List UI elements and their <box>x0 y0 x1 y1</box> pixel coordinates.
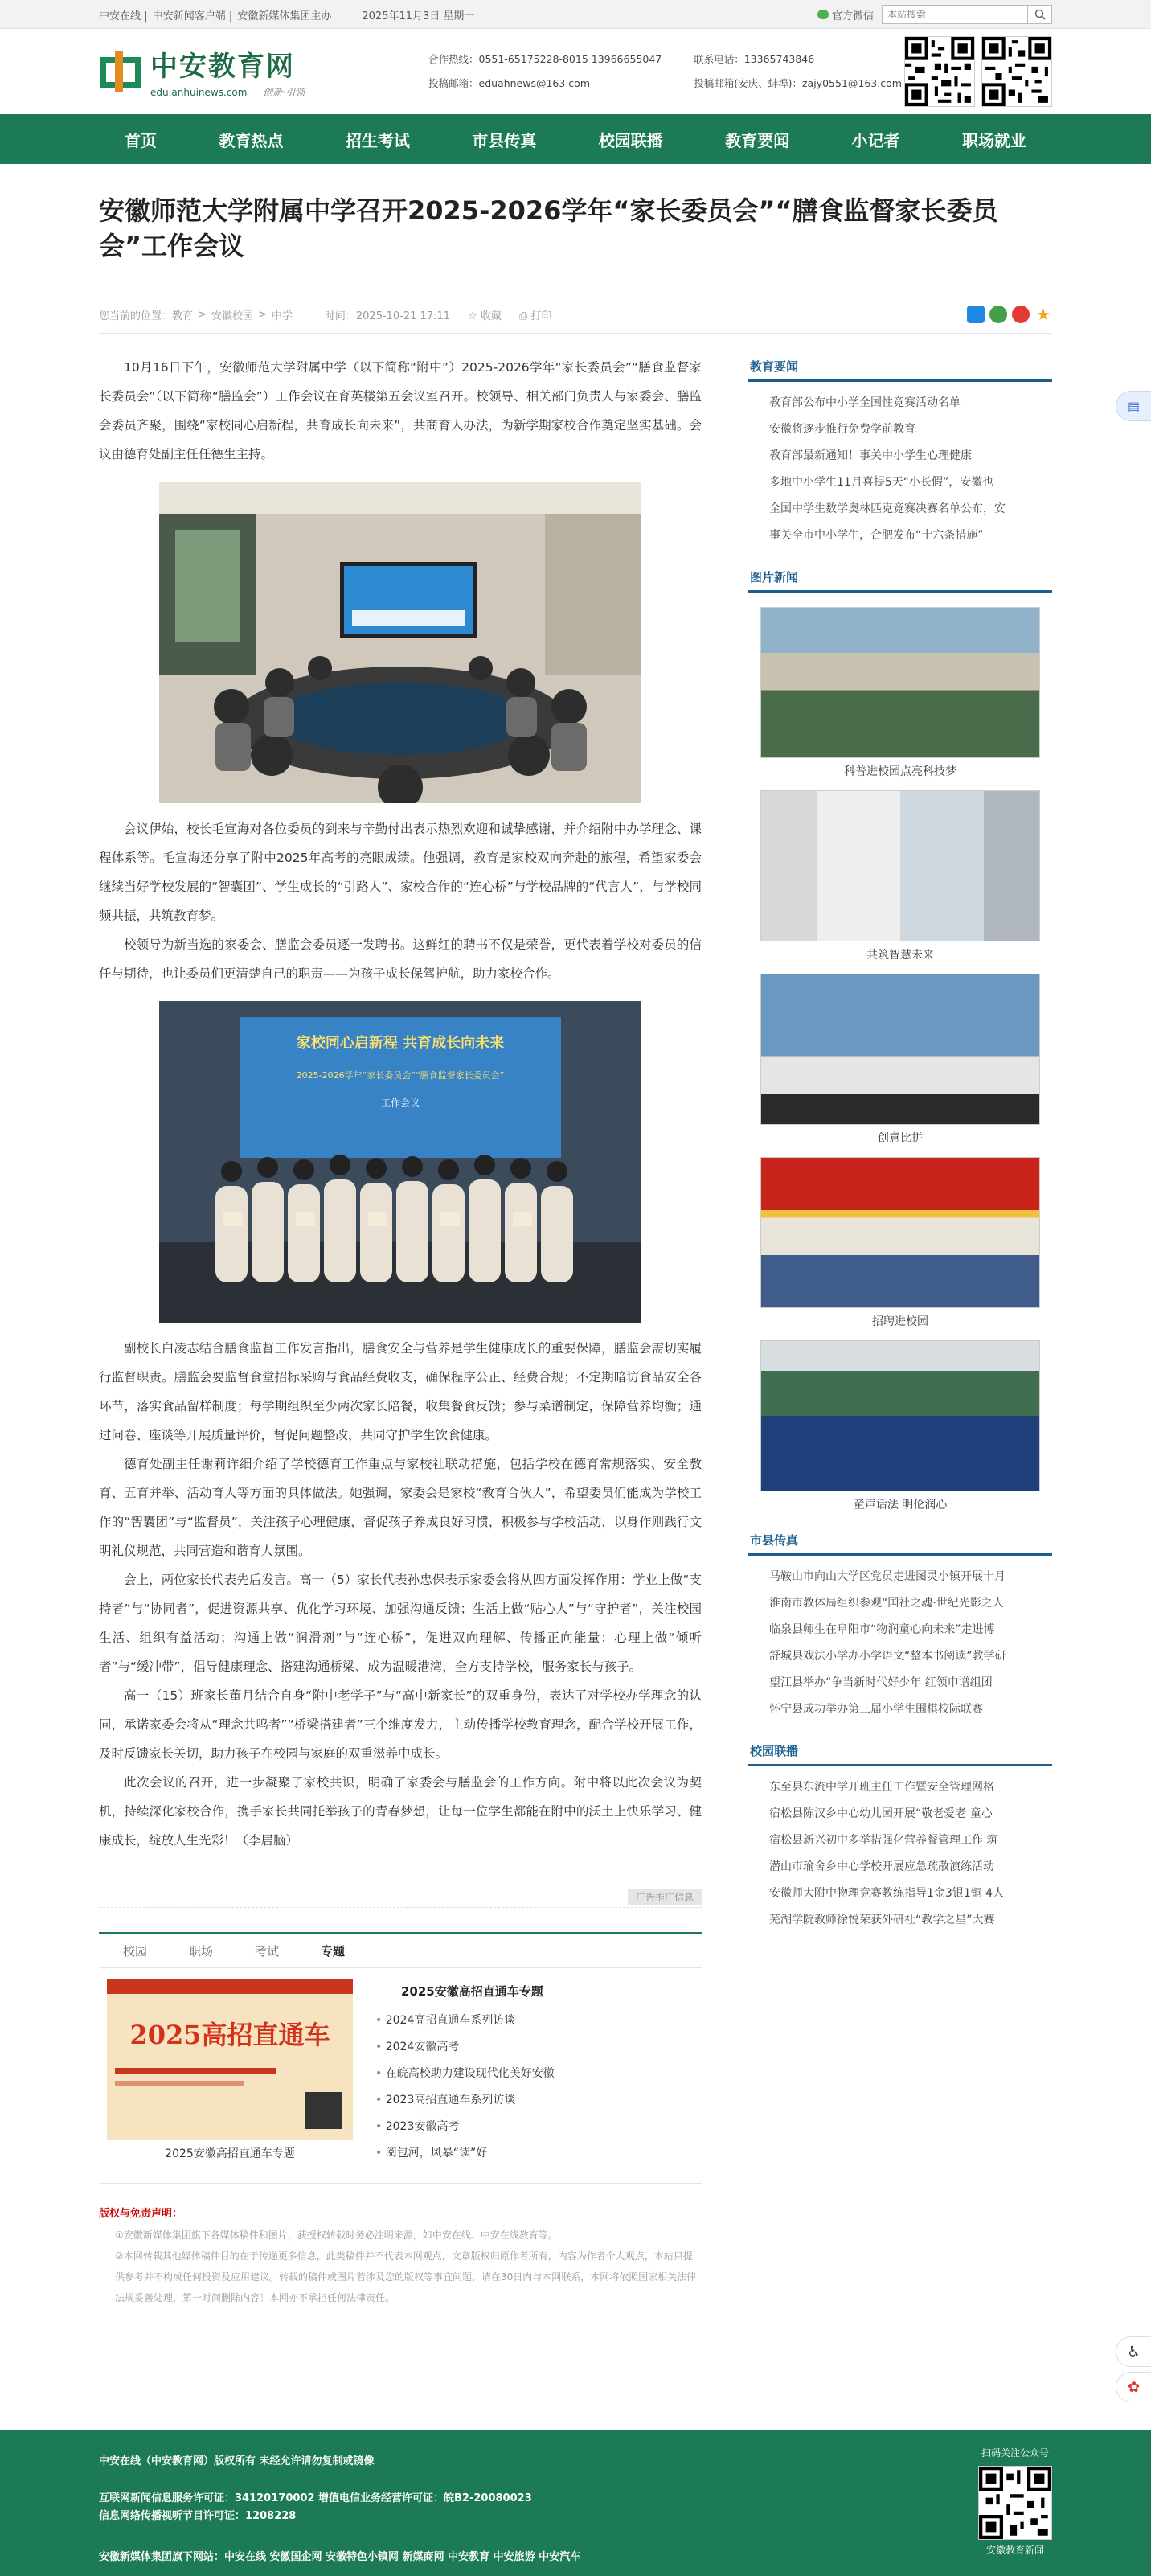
publish-time: 时间：2025-10-21 17:11 <box>324 310 451 322</box>
poster-title: 2025高招直通车 <box>129 2020 330 2050</box>
county-item[interactable]: 马鞍山市向山大学区党员走进图灵小镇开展十月 <box>769 1570 1006 1583</box>
campus-item[interactable]: 芜湖学院教师徐悦荣获外研社“教学之星”大赛 <box>769 1914 995 1926</box>
sidebar <box>748 353 1052 2308</box>
qr-code-icon <box>978 2466 1052 2540</box>
promo-title[interactable]: 2025安徽高招直通车专题 <box>401 1984 543 1999</box>
promo-item[interactable]: • 2024高招直通车系列访谈 <box>375 2008 555 2034</box>
campus-news-box <box>748 1737 1052 1934</box>
contact-block <box>428 47 662 96</box>
nav-reporter[interactable]: 小记者 <box>851 130 900 150</box>
photo-banner-sub: 2025-2026学年“家长委员会”“膳食监督家长委员会” <box>296 1070 505 1081</box>
print-button[interactable]: ⎙ 打印 <box>518 310 552 322</box>
photo-caption: 科普进校园点亮科技梦 <box>844 765 956 778</box>
news-item[interactable]: 全国中学生数学奥林匹克竞赛决赛名单公布，安 <box>769 502 1006 515</box>
news-item[interactable]: 教育部最新通知！事关中小学生心理健康 <box>769 449 972 462</box>
promo-item[interactable]: • 2024安徽高考 <box>375 2034 555 2061</box>
paragraph: 校领导为新当选的家委会、膳监会委员逐一发聘书。这鲜红的聘书不仅是荣誉，更代表着学校对委员的信任与期待，也让委员们更清楚自己的职责——为孩子成长保驾护航，助力家校合作。 <box>99 937 702 981</box>
qr-label: 扫码关注公众号 <box>981 2447 1049 2459</box>
article-title: 安徽师范大学附属中学召开2025-2026学年“家长委员会”“膳食监督家长委员会”工作会议 <box>99 195 998 261</box>
phone: 联系电话：13365743846 <box>694 53 815 65</box>
paragraph: 会议伊始，校长毛宣海对各位委员的到来与辛勤付出表示热烈欢迎和诚挚感谢，并介绍附中办学理念、课程体系等。毛宣海还分享了附中2025年高考的亮眼成绩。他强调，教育是家校双向奔赴的旅程，希望家委会继续当好学校发展的“智囊团”、学生成长的“引路人”、家校合作的“连心桥”与学校品牌的“代言人”，与学校同频共振，共筑教育梦。 <box>99 822 702 923</box>
photo-caption: 招聘进校园 <box>872 1315 928 1328</box>
nav-county[interactable]: 市县传真 <box>472 130 537 150</box>
today-date: 2025年11月3日 星期一 <box>362 10 475 23</box>
logo-name: 中安教育网 <box>150 51 295 83</box>
promo-poster[interactable] <box>107 1979 353 2140</box>
photo-caption: 创意比拼 <box>878 1132 923 1145</box>
paragraph: 德育处副主任谢莉详细介绍了学校德育工作重点与家校社联动措施，包括学校在德育常规落实、安全教育、五育并举、活动育人等方面的具体做法。她强调，家委会是家校“教育合伙人”，希望委员们能成为学校工作的“智囊团”与“监督员”，关注孩子心理健康，督促孩子养成良好习惯，积极参与学校活动，以身作则践行文明礼仪规范，共同营造和谐育人氛围。 <box>99 1457 702 1558</box>
contact-block-2 <box>694 47 902 96</box>
search-input[interactable] <box>883 6 1027 23</box>
photo-news-item[interactable] <box>760 974 1040 1146</box>
service-icon: ▤ <box>1127 398 1141 414</box>
photo-banner-text: 家校同心启新程 共育成长向未来 <box>296 1035 505 1052</box>
wechat-link[interactable] <box>817 7 874 23</box>
nav-news[interactable]: 教育要闻 <box>725 130 790 150</box>
share-plus-icon[interactable] <box>967 306 985 323</box>
campus-item[interactable]: 宿松县新兴初中多举措强化营养餐管理工作 筑 <box>769 1834 998 1847</box>
campus-item[interactable]: 东至县东流中学开班主任工作暨安全管理网格 <box>769 1781 994 1794</box>
paragraph: 此次会议的召开，进一步凝聚了家校共识，明确了家委会与膳监会的工作方向。附中将以此次会议为契机，持续深化家校合作，携手家长共同托举孩子的青春梦想，让每一位学生都能在附中的沃土上快乐学习、健康成长，绽放人生光彩！（李居脑） <box>99 1775 702 1848</box>
county-item[interactable]: 淮南市教体局组织参观“国社之魂·世纪光影之人 <box>769 1597 1004 1610</box>
tab-campus[interactable]: 校园 <box>123 1944 148 1959</box>
weibo-share-icon[interactable] <box>1012 306 1030 323</box>
campus-item[interactable]: 潜山市瑜舍乡中心学校开展应急疏散演练活动 <box>769 1860 994 1873</box>
topic-tabs <box>99 1932 702 2184</box>
license-line: 信息网络传播视听节目许可证：1208228 <box>99 2510 297 2522</box>
section-title: 图片新闻 <box>748 564 1052 593</box>
county-item[interactable]: 舒城县戏法小学办小学语文“整本书阅读”教学研 <box>769 1650 1006 1663</box>
article-meta <box>99 306 1052 334</box>
qr-name: 安徽教育新闻 <box>985 2545 1044 2556</box>
county-item[interactable]: 望江县举办“争当新时代好少年 红领巾谱组团 <box>769 1676 993 1689</box>
nav-jobs[interactable]: 职场就业 <box>961 130 1026 150</box>
promo-item[interactable]: • 阅包河，风暴“读”好 <box>375 2140 555 2167</box>
share-bar <box>967 306 1052 323</box>
promo-item[interactable]: • 在皖高校助力建设现代化美好安徽 <box>375 2061 555 2087</box>
paragraph: 副校长白凌志结合膳食监督工作发言指出，膳食安全与营养是学生健康成长的重要保障，膳监会需切实履行监督职责。膳监会要监督食堂招标采购与食品经费收支，确保程序公正、经费合规；不定期暗访食品安全各环节，落实食品留样制度；每学期组织至少两次家长陪餐，收集餐食反馈；参与菜谱制定，保障营养均衡；通过问卷、座谈等开展质量评价，督促问题整改，共同守护学生饮食健康。 <box>99 1341 702 1442</box>
wechat-icon <box>817 10 829 19</box>
crumb-sep: > <box>198 308 207 321</box>
nav-campus[interactable]: 校园联播 <box>598 130 663 150</box>
breadcrumb-middle[interactable]: 中学 <box>271 310 293 322</box>
search-button[interactable] <box>1027 6 1051 23</box>
breadcrumb-edu[interactable]: 教育 <box>172 310 194 322</box>
crumb-sep: > <box>257 308 267 321</box>
county-item[interactable]: 怀宁县成功举办第三届小学生围棋校际联赛 <box>769 1703 983 1716</box>
top-bar <box>0 0 1151 29</box>
photo-caption: 童声话法 明伦润心 <box>853 1499 948 1512</box>
news-item[interactable]: 教育部公布中小学全国性竞赛活动名单 <box>769 396 961 409</box>
tab-career[interactable]: 职场 <box>189 1944 214 1959</box>
region-mail: 投稿邮箱(安庆、蚌埠)：zajy0551@163.com <box>694 77 902 89</box>
photo-news-item[interactable] <box>760 1157 1040 1329</box>
wechat-share-icon[interactable] <box>989 306 1007 323</box>
site-logo[interactable] <box>99 44 372 99</box>
logo-slogan: 创新·引领 <box>263 87 305 98</box>
group-photo <box>159 1001 641 1323</box>
tab-exam[interactable]: 考试 <box>255 1944 280 1959</box>
link-app[interactable]: 中安新闻客户端 <box>152 10 226 23</box>
paragraph: 高一（15）班家长董月结合自身“附中老学子”与“高中新家长”的双重身份，表达了对学校办学理念的认同，承诺家委会将从“理念共鸣者”“桥梁搭建者”三个维度发力，主动传播学校教育理念，配合学校开展工作，及时反馈家长关切，助力孩子在校园与家庭的双重滋养中成长。 <box>99 1688 702 1761</box>
photo-news-item[interactable] <box>760 790 1040 962</box>
link-site[interactable]: 中安在线 <box>99 10 141 23</box>
campus-item[interactable]: 宿松县陈汉乡中心幼儿园开展“敬老爱老 童心 <box>769 1807 993 1820</box>
footer-qr <box>978 2446 1052 2557</box>
qr-code-icon <box>981 36 1052 107</box>
breadcrumb-label: 您当前的位置： <box>99 310 173 322</box>
section-title: 教育要闻 <box>748 353 1052 382</box>
copyright-heading: 版权与免责声明： <box>99 2208 183 2220</box>
header <box>0 29 1151 114</box>
nav-hot[interactable]: 教育热点 <box>219 130 284 150</box>
footer <box>0 2430 1151 2576</box>
photo-news-box <box>748 564 1052 1512</box>
edu-news-box <box>748 353 1052 549</box>
promo-caption: 2025安徽高招直通车专题 <box>165 2147 295 2160</box>
paragraph: 会上，两位家长代表先后发言。高一（5）家长代表孙忠保表示家委会将从四方面发挥作用：学业上做“支持者”与“协同者”，促进资源共享、优化学习环境、加强沟通反馈；生活上做“贴心人”与“守护者”，关注校园生活、组织有益活动；沟通上做“润滑剂”与“连心桥”，促进双向理解、传播正向能量；心理上做“倾听者”与“缓冲带”，倡导健康理念、搭建沟通桥梁、成为温暖港湾，全方支持学校，服务家长与孩子。 <box>99 1573 702 1674</box>
hotline: 合作热线：0551-65175228-8015 13966655047 <box>428 53 662 65</box>
copyright-line: ①安徽新媒体集团旗下各媒体稿件和图片，获授权转载时务必注明来源，如中安在线、中安在线教育等。 <box>115 2229 558 2241</box>
breadcrumb-campus[interactable]: 安徽校园 <box>211 310 253 322</box>
top-links <box>99 7 333 23</box>
tab-special[interactable]: 专题 <box>321 1944 346 1959</box>
article-body <box>99 353 702 2308</box>
favorite-button[interactable]: ☆ 收藏 <box>468 310 502 322</box>
accessibility-button[interactable] <box>1116 2336 1151 2367</box>
aged-mode-button[interactable] <box>1116 2372 1151 2402</box>
section-title: 市县传真 <box>748 1527 1052 1556</box>
logo-domain: edu.anhuinews.com 创新·引领 <box>150 87 305 98</box>
promo-item[interactable]: • 2023高招直通车系列访谈 <box>375 2087 555 2114</box>
aged-mode-icon: ✿ <box>1127 2378 1141 2396</box>
promo-item[interactable]: • 2023安徽高考 <box>375 2114 555 2140</box>
nav-home[interactable]: 首页 <box>125 130 157 150</box>
news-item[interactable]: 多地中小学生11月喜提5天“小长假”，安徽也 <box>769 476 994 489</box>
paragraph: 10月16日下午，安徽师范大学附属中学（以下简称“附中”）2025-2026学年“家长委员会”“膳食监督家长委员会”（以下简称“膳监会”）工作会议在育英楼第五会议室召开。校领导、相关部门负责人与家委会、膳监会委员齐聚，围绕“家校同心启新程，共育成长向未来”，共商育人办法，为新学期家校合作奠定坚实基础。会议由德育处副主任任德生主持。 <box>99 360 702 461</box>
footer-copyright: 中安在线（中安教育网）版权所有 未经允许请勿复制或镜像 <box>99 2455 375 2467</box>
group-label: 安徽新媒体集团主办 <box>237 10 332 23</box>
sep: | <box>144 10 148 23</box>
search-icon <box>1034 9 1046 20</box>
wechat-label: 官方微信 <box>831 10 874 23</box>
star-share-icon[interactable]: ★ <box>1036 305 1051 324</box>
meeting-photo <box>159 482 641 803</box>
copyright-notice <box>99 2204 702 2308</box>
news-item[interactable]: 安徽将逐步推行免费学前教育 <box>769 423 915 436</box>
footer-sites: 安徽新媒体集团旗下网站：中安在线 安徽国企网 安徽特色小镇网 新媒商网 中安教育 中安旅游 中安汽车 <box>99 2551 581 2563</box>
tip-mail: 投稿邮箱：eduahnews@163.com <box>428 77 591 89</box>
main-nav <box>0 114 1151 164</box>
photo-news-item[interactable] <box>760 1340 1040 1512</box>
ad-label: 广告推广信息 <box>628 1889 702 1905</box>
county-item[interactable]: 临泉县师生在阜阳市“物润童心向未来”走进博 <box>769 1623 995 1636</box>
nav-exam[interactable]: 招生考试 <box>345 130 410 150</box>
footer-license <box>99 2490 1052 2525</box>
county-news-box <box>748 1527 1052 1723</box>
search-box <box>882 5 1052 24</box>
photo-news-item[interactable] <box>760 607 1040 779</box>
copyright-line: ②本网转载其他媒体稿件目的在于传递更多信息，此类稿件并不代表本网观点，文章版权归原作者所有，内容为作者个人观点，本站只提供参考并不构成任何投资及应用建议。转载的稿件或图片若涉及您的版权等事宜问题，请在30日内与本网联系，本网将依照国家相关法律法规妥善处理，第一时间删除内容！本网亦不承担任何法律责任。 <box>115 2250 697 2303</box>
qr-code-icon <box>904 36 975 107</box>
section-title: 校园联播 <box>748 1737 1052 1766</box>
news-item[interactable]: 事关全市中小学生，合肥发布“十六条措施” <box>769 529 984 542</box>
campus-item[interactable]: 安徽师大附中物理竞赛教练指导1金3银1铜 4人 <box>769 1887 1005 1900</box>
floating-service-button[interactable] <box>1116 391 1151 421</box>
ad-area <box>99 1887 702 1908</box>
accessibility-icon: ♿ <box>1127 2343 1141 2361</box>
photo-caption: 共筑智慧未来 <box>866 949 934 962</box>
sep: | <box>228 10 233 23</box>
license-line: 互联网新闻信息服务许可证：34120170002 增值电信业务经营许可证：皖B2-20080023 <box>99 2492 532 2504</box>
logo-mark-icon <box>99 49 144 94</box>
photo-banner-sub2: 工作会议 <box>380 1097 420 1109</box>
